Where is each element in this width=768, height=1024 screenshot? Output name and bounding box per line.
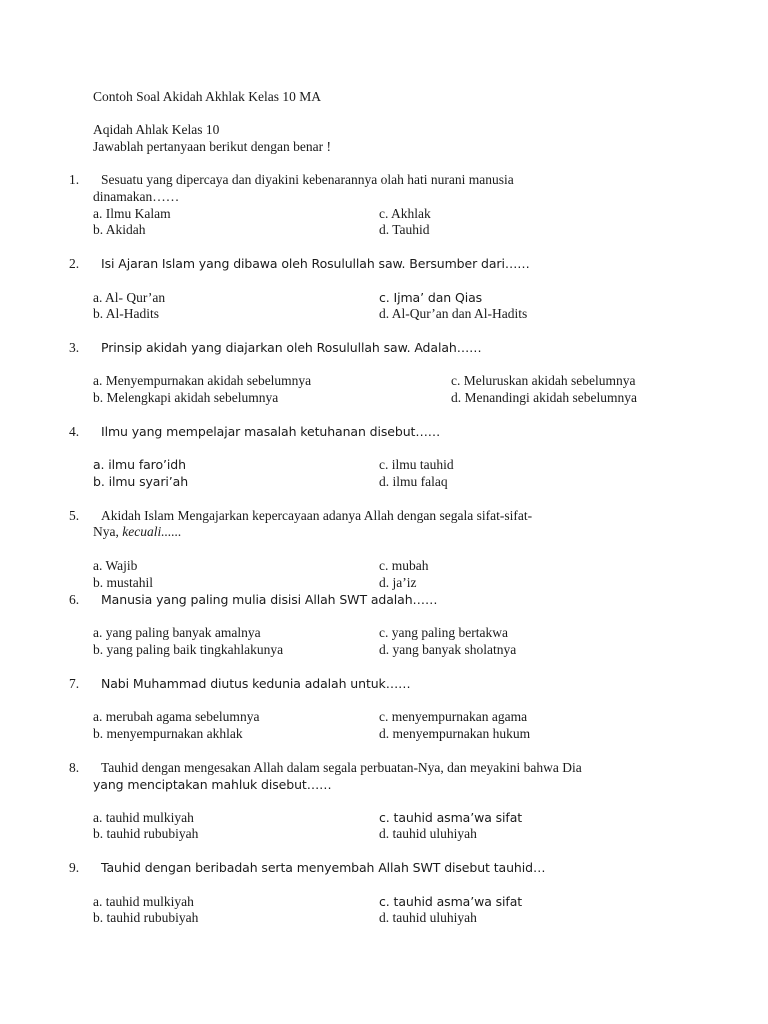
option-c: c. Akhlak bbox=[379, 206, 431, 221]
option-c: c. Meluruskan akidah sebelumnya bbox=[451, 373, 636, 388]
page-subtitle: Aqidah Ahlak Kelas 10 bbox=[93, 122, 220, 137]
option-c: c. mubah bbox=[379, 558, 429, 573]
page-title: Contoh Soal Akidah Akhlak Kelas 10 MA bbox=[93, 89, 321, 104]
option-c: c. ilmu tauhid bbox=[379, 457, 454, 472]
question-number: 4. bbox=[69, 424, 80, 439]
question-text: Nabi Muhammad diutus kedunia adalah untuk…… bbox=[101, 676, 411, 691]
option-a: a. Menyempurnakan akidah sebelumnya bbox=[93, 373, 312, 388]
option-b: b. tauhid rububiyah bbox=[93, 910, 199, 925]
option-b: b. Melengkapi akidah sebelumnya bbox=[93, 390, 279, 405]
question-number: 9. bbox=[69, 860, 80, 875]
option-d: d. Tauhid bbox=[379, 222, 430, 237]
option-b: b. mustahil bbox=[93, 575, 153, 590]
option-a: a. ilmu faro’idh bbox=[93, 457, 186, 472]
option-a: a. Ilmu Kalam bbox=[93, 206, 171, 221]
question-number: 2. bbox=[69, 256, 80, 271]
question-text: Tauhid dengan beribadah serta menyembah Allah SWT disebut tauhid… bbox=[101, 860, 546, 875]
option-d: d. tauhid uluhiyah bbox=[379, 826, 477, 841]
question-number: 7. bbox=[69, 676, 80, 691]
option-c: c. tauhid asma’wa sifat bbox=[379, 810, 523, 825]
option-c: c. yang paling bertakwa bbox=[379, 625, 508, 640]
question-text-cont: yang menciptakan mahluk disebut…… bbox=[93, 777, 332, 792]
option-d: d. yang banyak sholatnya bbox=[379, 642, 517, 657]
instruction: Jawablah pertanyaan berikut dengan benar ! bbox=[93, 139, 332, 154]
option-d: d. Menandingi akidah sebelumnya bbox=[451, 390, 637, 405]
question-text: Isi Ajaran Islam yang dibawa oleh Rosulullah saw. Bersumber dari…… bbox=[101, 256, 530, 271]
option-a: a. Wajib bbox=[93, 558, 138, 573]
question-text-cont bbox=[93, 524, 181, 540]
option-b: b. tauhid rububiyah bbox=[93, 826, 199, 841]
question-text: Prinsip akidah yang diajarkan oleh Rosulullah saw. Adalah…… bbox=[101, 340, 482, 355]
option-d: d. menyempurnakan hukum bbox=[379, 726, 531, 741]
question-text: Akidah Islam Mengajarkan kepercayaan adanya Allah dengan segala sifat-sifat- bbox=[101, 508, 533, 523]
question-text: Tauhid dengan mengesakan Allah dalam segala perbuatan-Nya, dan meyakini bahwa Dia bbox=[101, 760, 582, 775]
question-number: 3. bbox=[69, 340, 80, 355]
option-d: d. ja’iz bbox=[379, 575, 417, 590]
option-d: d. ilmu falaq bbox=[379, 474, 448, 489]
option-a: a. Al- Qur’an bbox=[93, 290, 166, 305]
option-c: c. Ijma’ dan Qias bbox=[379, 290, 483, 305]
option-b: b. Akidah bbox=[93, 222, 146, 237]
option-b: b. yang paling baik tingkahlakunya bbox=[93, 642, 284, 657]
option-a: a. tauhid mulkiyah bbox=[93, 810, 194, 825]
option-a: a. yang paling banyak amalnya bbox=[93, 625, 261, 640]
option-a: a. merubah agama sebelumnya bbox=[93, 709, 260, 724]
option-c: c. tauhid asma’wa sifat bbox=[379, 894, 523, 909]
option-b: b. Al-Hadits bbox=[93, 306, 159, 321]
question-text: Ilmu yang mempelajar masalah ketuhanan disebut…… bbox=[101, 424, 441, 439]
question-text-pre: Nya, bbox=[93, 524, 123, 539]
option-c: c. menyempurnakan agama bbox=[379, 709, 528, 724]
question-text: Manusia yang paling mulia disisi Allah SWT adalah…… bbox=[101, 592, 438, 607]
option-d: d. Al-Qur’an dan Al-Hadits bbox=[379, 306, 528, 321]
option-b: b. ilmu syari’ah bbox=[93, 474, 189, 489]
question-number: 5. bbox=[69, 508, 80, 523]
question-text-cont: dinamakan…… bbox=[93, 189, 180, 204]
question-number: 1. bbox=[69, 172, 80, 187]
question-number: 8. bbox=[69, 760, 80, 775]
question-text-emphasis: kecuali...... bbox=[122, 524, 182, 539]
option-b: b. menyempurnakan akhlak bbox=[93, 726, 243, 741]
question-number: 6. bbox=[69, 592, 80, 607]
option-d: d. tauhid uluhiyah bbox=[379, 910, 477, 925]
question-text: Sesuatu yang dipercaya dan diyakini kebenarannya olah hati nurani manusia bbox=[101, 172, 514, 187]
option-a: a. tauhid mulkiyah bbox=[93, 894, 194, 909]
